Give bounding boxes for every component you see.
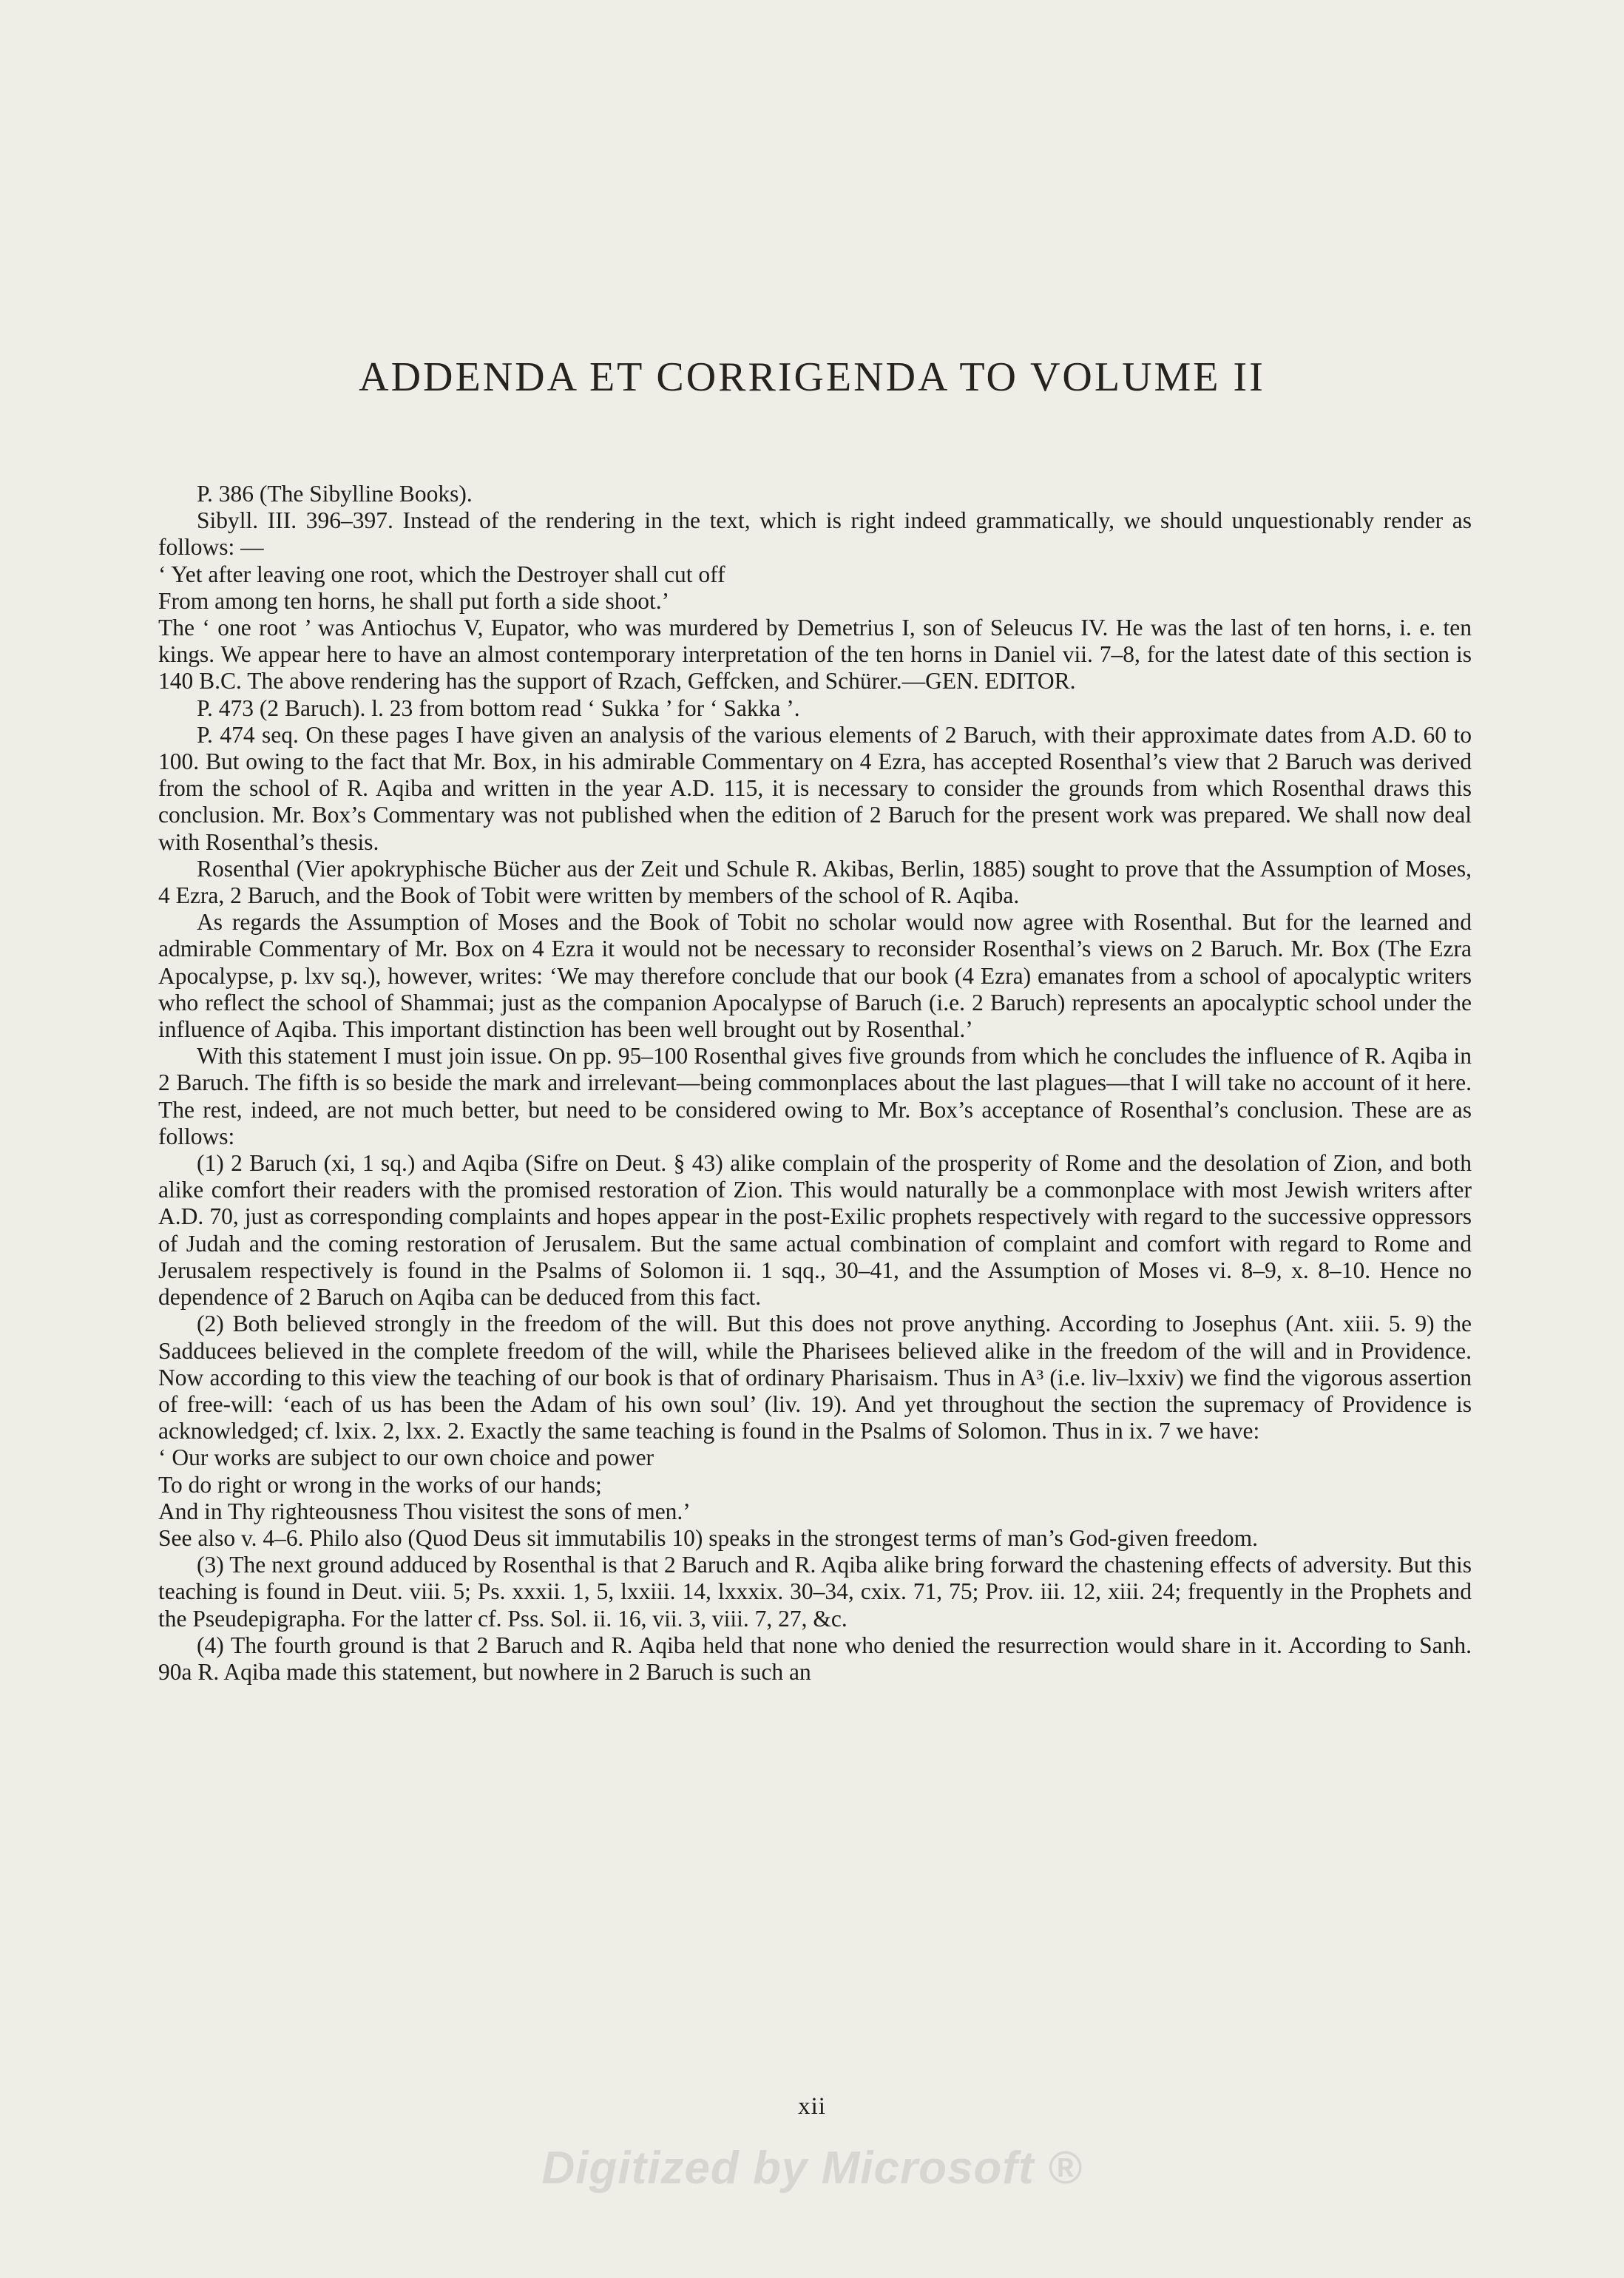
- digitized-watermark: Digitized by Microsoft ®: [541, 2143, 1083, 2194]
- paragraph-assumption: As regards the Assumption of Moses and the Book of Tobit no scholar would now agree with Rosenthal. But for the learned and admirable Commentary of Mr. Box on 4 Ezra it would not be necessary to reconsider Rosenthal’s views on 2 Baruch. Mr. Box (The Ezra Apocalypse, p. lxv sq.), however, writes: ‘We may therefore conclude that our book (4 Ezra) emanates from a school of apocalyptic writers who reflect the school of Shammai; just as the companion Apocalypse of Baruch (i.e. 2 Baruch) represents an apocalyptic school under the influence of Aqiba. This important distinction has been well brought out by Rosenthal.’: [158, 909, 1472, 1043]
- verse-line: To do right or wrong in the works of our hands;: [158, 1471, 602, 1498]
- paragraph-sibyll: Sibyll. III. 396–397. Instead of the rendering in the text, which is right indeed grammatically, we should unquestionably render as follows: —: [158, 507, 1472, 561]
- verse-line: ‘ Our works are subject to our own choice and power: [158, 1444, 654, 1471]
- verse-line: ‘ Yet after leaving one root, which the Destroyer shall cut off: [158, 561, 725, 587]
- section-heading-sibylline: P. 386 (The Sibylline Books).: [197, 481, 473, 507]
- paragraph-p474: P. 474 seq. On these pages I have given an analysis of the various elements of 2 Baruch, with their approximate dates from A.D. 60 to 100. But owing to the fact that Mr. Box, in his admirable Commentary on 4 Ezra, has accepted Rosenthal’s view that 2 Baruch was derived from the school of R. Aqiba and written in the year A.D. 115, it is necessary to consider the grounds from which Rosenthal draws this conclusion. Mr. Box’s Commentary was not published when the edition of 2 Baruch for the present work was prepared. We shall now deal with Rosenthal’s thesis.: [158, 721, 1472, 855]
- paragraph-join-issue: With this statement I must join issue. On pp. 95–100 Rosenthal gives five grounds from which he concludes the influence of R. Aqiba in 2 Baruch. The fifth is so beside the mark and irrelevant—being commonplaces about the last plagues—that I will take no account of it here. The rest, indeed, are not much better, but need to be considered owing to Mr. Box’s acceptance of Rosenthal’s conclusion. These are as follows:: [158, 1043, 1472, 1149]
- page-title: ADDENDA ET CORRIGENDA TO VOLUME II: [359, 354, 1265, 400]
- paragraph-ground-3: (3) The next ground adduced by Rosenthal is that 2 Baruch and R. Aqiba alike bring forward the chastening effects of adversity. But this teaching is found in Deut. viii. 5; Ps. xxxii. 1, 5, lxxiii. 14, lxxxix. 30–34, cxix. 71, 75; Prov. iii. 12, xiii. 24; frequently in the Prophets and the Pseudepigrapha. For the latter cf. Pss. Sol. ii. 16, vii. 3, viii. 7, 27, &c.: [158, 1552, 1472, 1632]
- body-text: [158, 481, 1472, 1686]
- paragraph-ground-1: (1) 2 Baruch (xi, 1 sq.) and Aqiba (Sifre on Deut. § 43) alike complain of the prosperity of Rome and the desolation of Zion, and both alike comfort their readers with the promised restoration of Zion. This would naturally be a commonplace with most Jewish writers after A.D. 70, just as corresponding complaints and hopes appear in the post-Exilic prophets respectively with regard to the successive oppressors of Judah and the coming restoration of Jerusalem. But the same actual combination of complaint and comfort with regard to Rome and Jerusalem respectively is found in the Psalms of Solomon ii. 1 sqq., 30–41, and the Assumption of Moses vi. 8–9, x. 8–10. Hence no dependence of 2 Baruch on Aqiba can be deduced from this fact.: [158, 1150, 1472, 1311]
- page-number: xii: [798, 2093, 826, 2120]
- verse-line: From among ten horns, he shall put forth a side shoot.’: [158, 587, 670, 614]
- paragraph-philo: See also v. 4–6. Philo also (Quod Deus sit immutabilis 10) speaks in the strongest terms of man’s God-given freedom.: [158, 1524, 1259, 1551]
- paragraph-rosenthal: Rosenthal (Vier apokryphische Bücher aus der Zeit und Schule R. Akibas, Berlin, 1885) sought to prove that the Assumption of Moses, 4 Ezra, 2 Baruch, and the Book of Tobit were written by members of the school of R. Aqiba.: [158, 855, 1472, 909]
- paragraph-p473: P. 473 (2 Baruch). l. 23 from bottom read ‘ Sukka ’ for ‘ Sakka ’.: [197, 694, 800, 721]
- verse-line: And in Thy righteousness Thou visitest the sons of men.’: [158, 1498, 691, 1524]
- paragraph-one-root: The ‘ one root ’ was Antiochus V, Eupator, who was murdered by Demetrius I, son of Seleucus IV. He was the last of ten horns, i. e. ten kings. We appear here to have an almost contemporary interpretation of the ten horns in Daniel vii. 7–8, for the latest date of this section is 140 B.C. The above rendering has the support of Rzach, Geffcken, and Schürer.—GEN. EDITOR.: [158, 615, 1472, 694]
- paragraph-ground-4: (4) The fourth ground is that 2 Baruch and R. Aqiba held that none who denied the resurrection would share in it. According to Sanh. 90a R. Aqiba made this statement, but nowhere in 2 Baruch is such an: [158, 1632, 1472, 1685]
- paragraph-ground-2: (2) Both believed strongly in the freedom of the will. But this does not prove anything. According to Josephus (Ant. xiii. 5. 9) the Sadducees believed in the complete freedom of the will, while the Pharisees believed alike in the freedom of the will and in Providence. Now according to this view the teaching of our book is that of ordinary Pharisaism. Thus in A³ (i.e. liv–lxxiv) we find the vigorous assertion of free-will: ‘each of us has been the Adam of his own soul’ (liv. 19). And yet throughout the section the supremacy of Providence is acknowledged; cf. lxix. 2, lxx. 2. Exactly the same teaching is found in the Psalms of Solomon. Thus in ix. 7 we have:: [158, 1311, 1472, 1444]
